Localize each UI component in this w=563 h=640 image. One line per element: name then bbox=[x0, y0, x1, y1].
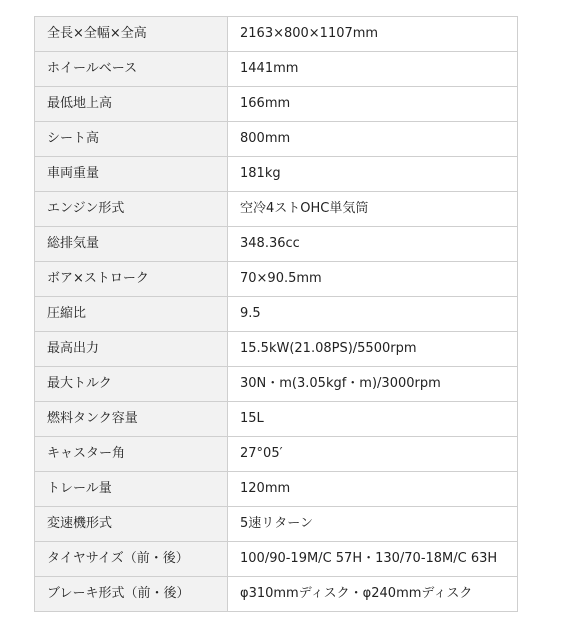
spec-row-compression-ratio bbox=[35, 297, 518, 332]
spec-label: 最低地上高 bbox=[35, 87, 228, 122]
spec-value: 9.5 bbox=[228, 297, 518, 332]
spec-value: 空冷4ストOHC単気筒 bbox=[228, 192, 518, 227]
spec-row-weight bbox=[35, 157, 518, 192]
spec-label: 変速機形式 bbox=[35, 507, 228, 542]
spec-value: 166mm bbox=[228, 87, 518, 122]
spec-row-fuel-tank bbox=[35, 402, 518, 437]
spec-label: 圧縮比 bbox=[35, 297, 228, 332]
spec-row-brake-type bbox=[35, 577, 518, 612]
spec-label: キャスター角 bbox=[35, 437, 228, 472]
spec-row-max-torque bbox=[35, 367, 518, 402]
spec-value: 15L bbox=[228, 402, 518, 437]
spec-value: 2163×800×1107mm bbox=[228, 17, 518, 52]
spec-label: ホイールベース bbox=[35, 52, 228, 87]
spec-label: タイヤサイズ（前・後） bbox=[35, 542, 228, 577]
spec-label: 総排気量 bbox=[35, 227, 228, 262]
spec-label: 燃料タンク容量 bbox=[35, 402, 228, 437]
spec-value: 27°05′ bbox=[228, 437, 518, 472]
spec-label: エンジン形式 bbox=[35, 192, 228, 227]
spec-value: 100/90-19M/C 57H・130/70-18M/C 63H bbox=[228, 542, 518, 577]
spec-label: 最大トルク bbox=[35, 367, 228, 402]
spec-label: 全長×全幅×全高 bbox=[35, 17, 228, 52]
spec-row-bore-stroke bbox=[35, 262, 518, 297]
spec-label: 車両重量 bbox=[35, 157, 228, 192]
spec-value: 120mm bbox=[228, 472, 518, 507]
spec-label: ボア×ストローク bbox=[35, 262, 228, 297]
spec-row-transmission bbox=[35, 507, 518, 542]
spec-label: シート高 bbox=[35, 122, 228, 157]
spec-label: ブレーキ形式（前・後） bbox=[35, 577, 228, 612]
spec-table-body bbox=[35, 17, 518, 612]
spec-row-max-power bbox=[35, 332, 518, 367]
spec-row-engine-type bbox=[35, 192, 518, 227]
spec-value: 15.5kW(21.08PS)/5500rpm bbox=[228, 332, 518, 367]
spec-row-dimensions bbox=[35, 17, 518, 52]
spec-row-displacement bbox=[35, 227, 518, 262]
spec-value: 30N・m(3.05kgf・m)/3000rpm bbox=[228, 367, 518, 402]
spec-row-ground-clearance bbox=[35, 87, 518, 122]
spec-value: 181kg bbox=[228, 157, 518, 192]
spec-value: φ310mmディスク・φ240mmディスク bbox=[228, 577, 518, 612]
spec-table bbox=[34, 16, 518, 612]
spec-row-tire-size bbox=[35, 542, 518, 577]
spec-value: 1441mm bbox=[228, 52, 518, 87]
spec-value: 70×90.5mm bbox=[228, 262, 518, 297]
spec-row-wheelbase bbox=[35, 52, 518, 87]
spec-value: 800mm bbox=[228, 122, 518, 157]
spec-value: 348.36cc bbox=[228, 227, 518, 262]
spec-row-trail bbox=[35, 472, 518, 507]
spec-value: 5速リターン bbox=[228, 507, 518, 542]
spec-row-seat-height bbox=[35, 122, 518, 157]
spec-row-caster-angle bbox=[35, 437, 518, 472]
spec-label: トレール量 bbox=[35, 472, 228, 507]
spec-label: 最高出力 bbox=[35, 332, 228, 367]
